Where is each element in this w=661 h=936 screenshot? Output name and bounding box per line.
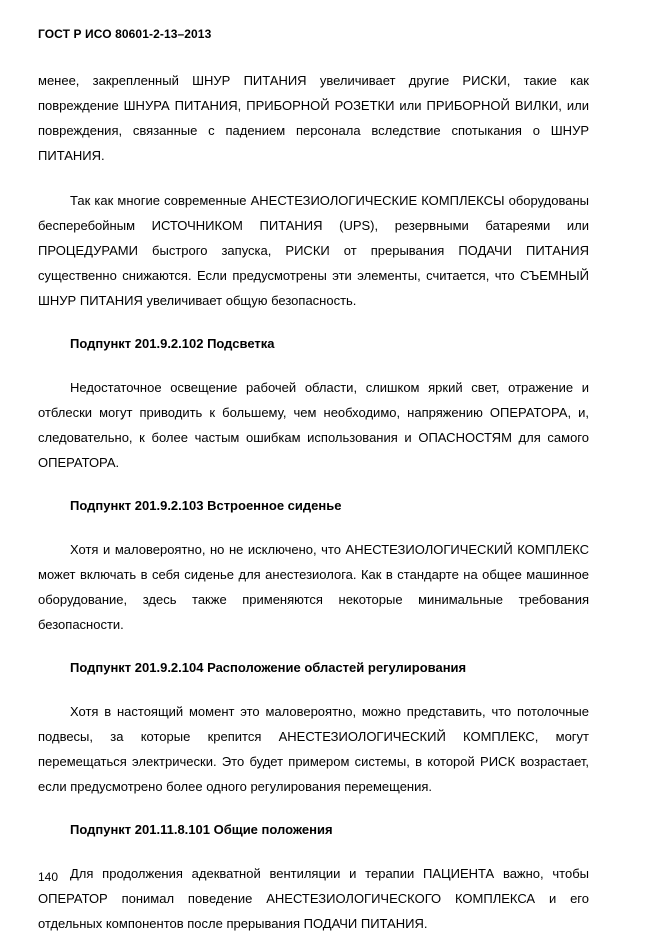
heading-control-areas: Подпункт 201.9.2.104 Расположение областей регулирования	[70, 660, 467, 675]
heading-general-provisions: Подпункт 201.11.8.101 Общие положения	[70, 822, 333, 837]
paragraph-built-in-seat: Хотя и маловероятно, но не исключено, что АНЕСТЕЗИОЛОГИЧЕСКИЙ КОМПЛЕКС может включать в себя сиденье для анестезиолога. Как в стандарте на общее машинное оборудование, здесь также применяются некоторые минимальные требования безопасности.	[38, 542, 589, 632]
paragraph-general-provisions: Для продолжения адекватной вентиляции и терапии ПАЦИЕНТА важно, чтобы ОПЕРАТОР понимал поведение АНЕСТЕЗИОЛОГИЧЕСКОГО КОМПЛЕКСА и его отдельных компонентов после прерывания ПОДАЧИ ПИТАНИЯ.	[38, 866, 589, 931]
standard-header: ГОСТ Р ИСО 80601-2-13–2013	[38, 27, 212, 41]
document-body	[38, 68, 589, 936]
heading-lighting: Подпункт 201.9.2.102 Подсветка	[70, 336, 275, 351]
paragraph-ups: Так как многие современные АНЕСТЕЗИОЛОГИЧЕСКИЕ КОМПЛЕКСЫ оборудованы бесперебойным ИСТОЧНИКОМ ПИТАНИЯ (UPS), резервными батареями или ПРОЦЕДУРАМИ быстрого запуска, РИСКИ от прерывания ПОДАЧИ ПИТАНИЯ существенно снижаются. Если предусмотрены эти элементы, считается, что СЪЕМНЫЙ ШНУР ПИТАНИЯ увеличивает общую безопасность.	[38, 193, 589, 308]
page-number: 140	[38, 870, 59, 884]
paragraph-control-areas: Хотя в настоящий момент это маловероятно, можно представить, что потолочные подвесы, за которые крепится АНЕСТЕЗИОЛОГИЧЕСКИЙ КОМПЛЕКС, могут перемещаться электрически. Это будет примером системы, в которой РИСК возрастает, если предусмотрено более одного регулирования перемещения.	[38, 704, 589, 794]
paragraph-power-cord-continuation: менее, закрепленный ШНУР ПИТАНИЯ увеличивает другие РИСКИ, такие как повреждение ШНУРА ПИТАНИЯ, ПРИБОРНОЙ РОЗЕТКИ или ПРИБОРНОЙ ВИЛКИ, или повреждения, связанные с падением персонала вследствие спотыкания о ШНУР ПИТАНИЯ.	[38, 73, 589, 163]
paragraph-lighting: Недостаточное освещение рабочей области, слишком яркий свет, отражение и отблески могут приводить к большему, чем необходимо, напряжению ОПЕРАТОРА, и, следовательно, к более частым ошибкам использования и ОПАСНОСТЯМ для самого ОПЕРАТОРА.	[38, 380, 589, 470]
heading-built-in-seat: Подпункт 201.9.2.103 Встроенное сиденье	[70, 498, 342, 513]
